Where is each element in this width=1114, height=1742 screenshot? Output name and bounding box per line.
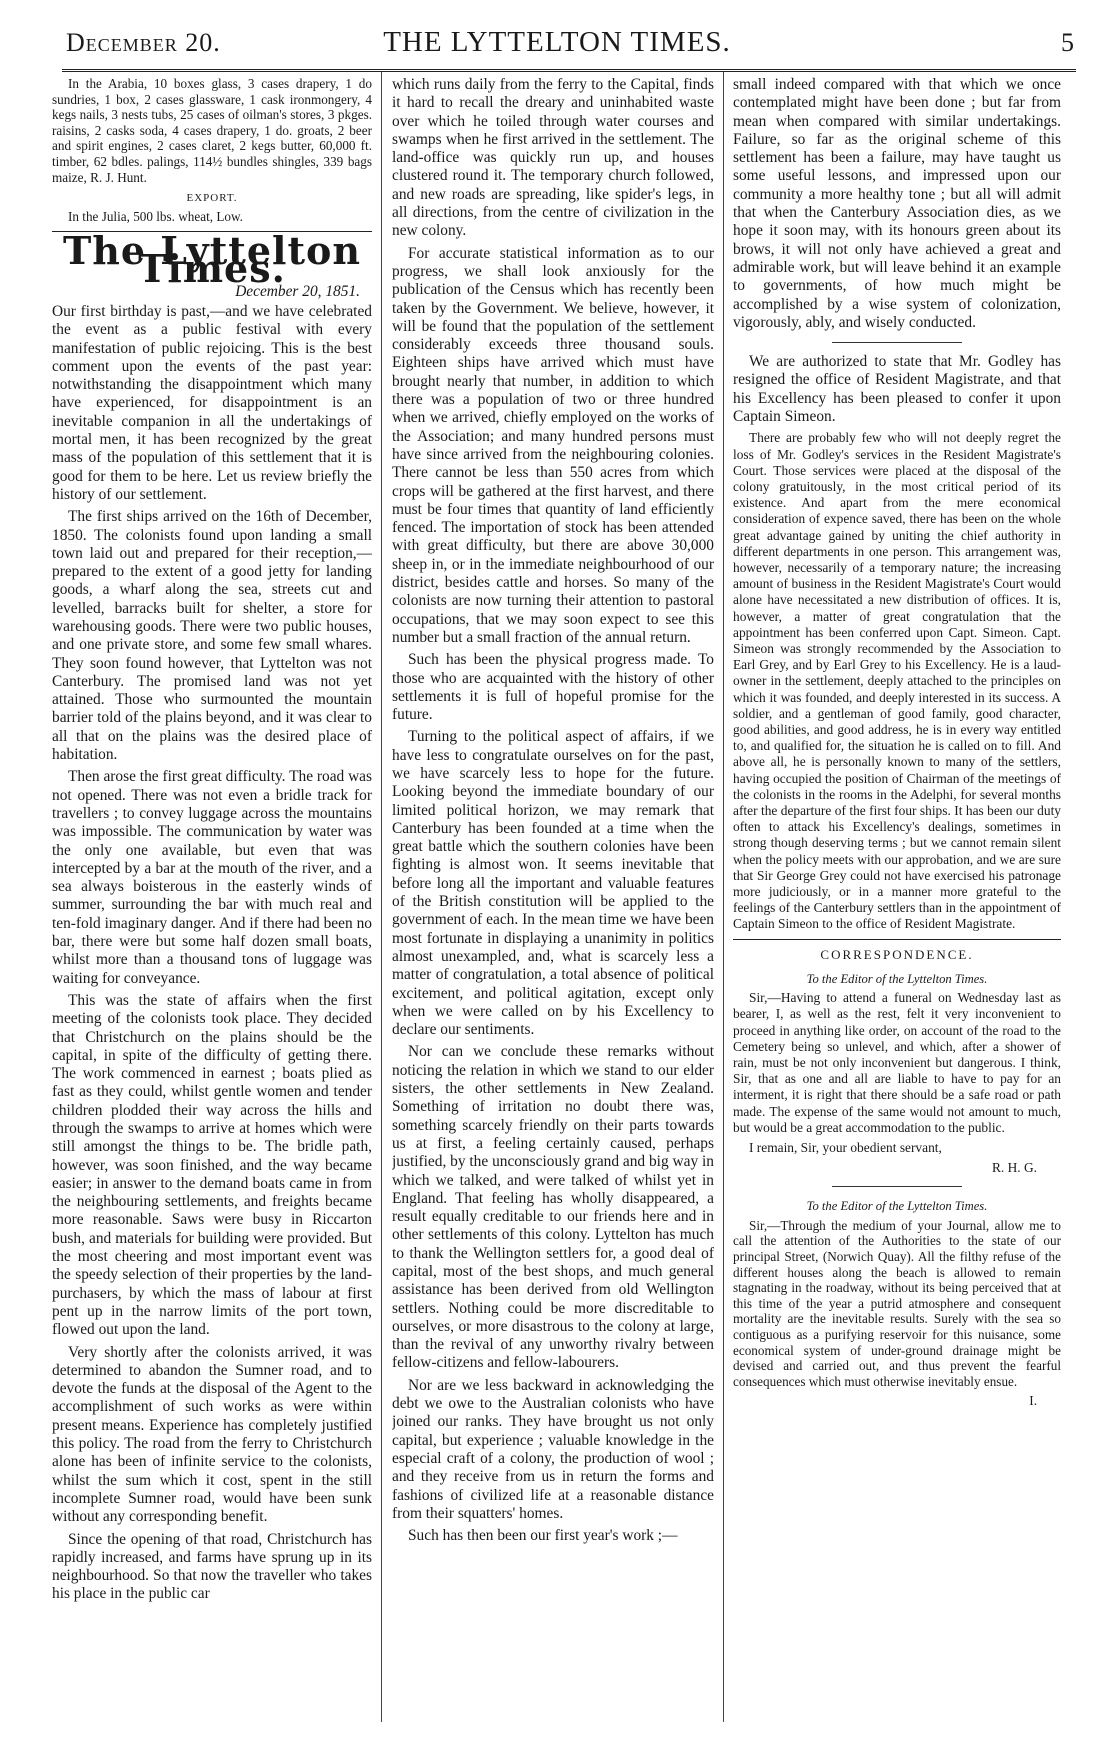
shipping-exports: In the Julia, 500 lbs. wheat, Low. <box>68 209 243 225</box>
article-paragraph: There are probably few who will not deeply regret the loss of Mr. Godley's services in the Resident Magistrate's Court. Those services were placed at the disposal of the colony gratuitously, in the most critical period of its existence. And apart from the mere economical consideration of expence saved, there has been on the whole great advantage gained by uniting the chief authority in different departments in one person. This arrangement was, however, necessarily of a temporary nature; the increasing amount of business in the Resident Magistrate's Court would alone have necessitated a new distribution of offices. It is, however, a matter of great congratulation that the appointment has been conferred upon Capt. Simeon. Capt. Simeon was strongly recommended by the Association to Earl Grey, and by Earl Grey to his Excellency. He is a laud-owner in the settlement, deeply attached to the principles on which it was founded, and deeply interested in its success. A soldier, and a gentleman of good family, good character, good abilities, and good address, he is in every way entitled to, and qualified for, the situation he is called on to fill. And above all, he is personally known to many of the settlers, having occupied the position of Chairman of the meetings of the colonists in the rooms in the Adelphi, for several months after the departure of the first four ships. It has been our duty often to attack his Excellency's dealings, sometimes in strong though deserving terms ; but we cannot remain silent when the policy meets with our approbation, and we are sure that Sir George Grey could not have exercised his patronage more judiciously, or in a manner more grateful to the feelings of the Canterbury settlers than in the appointment of Captain Simeon to the office of Resident Magistrate. <box>733 430 1061 932</box>
article-paragraph: Since the opening of that road, Christchurch has rapidly increased, and farms have sprung up in its neighbourhood. So that now the traveller who takes his place in the public car <box>52 1530 372 1603</box>
letter-body: Sir,—Through the medium of your Journal, allow me to call the attention of the Authorities to the state of our principal Street, (Norwich Quay). All the filthy refuse of the different houses along the beach is allowed to remain stagnating in the roadway, without its being perceived that at this time of the year a putrid atmosphere and consequent mortality are the inevitable results. Surely with the sea so contiguous as a purifying reservoir for this nuisance, some economical system of under-ground drainage might be devised and carried out, and thus prevent the fearful consequences which must otherwise inevitably ensue. <box>733 1217 1061 1389</box>
column-3 <box>733 76 1061 1736</box>
article-paragraph: This was the state of affairs when the first meeting of the colonists took place. They decided that Christchurch on the plains should be the capital, in spite of the difficulty of getting there. The work commenced in earnest ; boats plied as fast as they could, whilst gentle women and tender children plodded their way across the hills and through the swamps to arrive at homes which were still amongst the things to be. The bridle path, however, was soon finished, and the way became easier; in answer to the demand boats came in from the neighbouring settlements, and freights became more reasonable. Saws were busy in Riccarton bush, and materials for building were provided. But the most cheering and most important event was the speedy selection of their properties by the land-purchasers, by which the mass of labour at first pent up in the narrow limits of the port town, flowed out upon the land. <box>52 991 372 1339</box>
article-paragraph: Very shortly after the colonists arrived, it was determined to abandon the Sumner road, and to devote the funds at the disposal of the Agent to the accomplishment of such works as were within present means. Experience has completely justified this policy. The road from the ferry to Christchurch alone has been of infinite service to the colonists, whilst the sum which it cost, spent in the still incomplete Sumner road, would have been sunk without any corresponding benefit. <box>52 1343 372 1526</box>
announcement-paragraph: We are authorized to state that Mr. Godley has resigned the office of Resident Magistrate, and that his Excellency has been pleased to confer it upon Captain Simeon. <box>733 353 1061 426</box>
editorial-dateline: December 20, 1851. <box>235 282 360 300</box>
article-rule <box>832 342 962 343</box>
article-paragraph: Nor can we conclude these remarks without noticing the relation in which we stand to our elder sisters, the other settlements in New Zealand. Something of irritation no doubt there was, something scarcely friendly on their parts towards us at first, a feeling certainly caused, perhaps justified, by the unconsciously grand and big way in which we talked, and were talked of whilst yet in England. That feeling has wholly disappeared, a result equally creditable to our friends here and in other settlements of this colony. Lyttelton has much to thank the Wellington settlers for, a good deal of capital, most of the best shops, and much general assistance has been derived from old Wellington settlers. Nothing could be more discreditable to ourselves, or more disastrous to the colony at large, than the revival of any unworthy rivalry between fellow-citizens and fellow-labourers. <box>392 1043 714 1372</box>
letter-closing: I remain, Sir, your obedient servant, <box>749 1140 942 1156</box>
section-rule <box>733 939 1061 940</box>
article-paragraph: Our first birthday is past,—and we have celebrated the event as a public festival with every manifestation of public rejoicing. This is the best comment upon the events of the past year: notwithstanding the disappointment which many have experienced, for disappointment is an inevitable companion in all the undertakings of mortal men, it has been recognized by the great mass of the population of this settlement that it is good for them to be here. Let us review briefly the history of our settlement. <box>52 302 372 503</box>
column-divider <box>381 72 382 1722</box>
export-label: EXPORT. <box>186 192 238 205</box>
letter-signature: R. H. G. <box>991 1160 1037 1176</box>
article-paragraph: which runs daily from the ferry to the Capital, finds it hard to recall the dreary and uninhabited waste over which he toiled through water courses and swamps when he first arrived in the settlement. The land-office was quickly run up, and houses clustered round it. The temporary church followed, and new roads are spreading, like spider's legs, in all directions, from the centre of civilization in the new colony. <box>392 76 714 240</box>
article-paragraph: Then arose the first great difficulty. The road was not opened. There was not even a bridle track for travellers ; to convey luggage across the mountains was impossible. The communication by water was the only one available, but even that was intercepted by a bar at the mouth of the river, and a sea always boisterous in the easterly winds of summer, surrounding the bar with much real and ten-fold imaginary danger. And if there had been no bar, there were but some half dozen small boats, whilst more than a thousand tons of luggage was waiting for conveyance. <box>52 768 372 987</box>
article-paragraph: Nor are we less backward in acknowledging the debt we owe to the Australian colonists who have joined our ranks. They have brought us not only capital, but experience ; valuable knowledge in the especial craft of a colony, the production of wool ; and they receive from us in return the forms and fashions of civilized life at a reasonable distance from their squatters' homes. <box>392 1376 714 1522</box>
article-paragraph: The first ships arrived on the 16th of December, 1850. The colonists found upon landing a small town laid out and prepared for their reception,—prepared to the extent of a good jetty for landing goods, a wharf along the sea, streets cut and levelled, barracks built for shelter, a store for warehousing goods. There were two public houses, and one private store, and some few small whares. They soon found however, that Lyttelton was not Canterbury. The promised land was not yet attained. Those who surmounted the mountain barrier told of the plains beyond, and it was clear to all that on the plains was the desired place of habitation. <box>52 508 372 764</box>
article-paragraph: Such has been the physical progress made. To those who are acquainted with the history of other settlements it is full of hopeful promise for the future. <box>392 651 714 724</box>
article-paragraph: small indeed compared with that which we once contemplated might have been done ; but far from mean when compared with similar undertakings. Failure, so far as the original scheme of this settlement has been a failure, may have taught us some useful lessons, and impressed upon our community a more healthy tone ; but all will admit that when the Canterbury Association dies, as we hope it soon may, with its honours green about its brows, it will not only have achieved a great and admirable work, but will leave behind it an example to governments, of how much might be accomplished by a wise system of colonization, vigorously, ably, and wisely conducted. <box>733 76 1061 331</box>
letter-body: Sir,—Having to attend a funeral on Wednesday last as bearer, I, as well as the rest, felt it very inconvenient to proceed in anything like order, on account of the road to the Cemetery being so unlevel, and which, after a shower of rain, must be not only inconvenient but dangerous. I think, Sir, that as one and all are liable to have to pay for an interment, it is right that there should be a safe road or path made. The expense of the same would not amount to much, but would be a great accommodation to the public. <box>733 990 1061 1135</box>
page-number: 5 <box>1061 28 1074 57</box>
page-header <box>0 0 1114 58</box>
shipping-imports: In the Arabia, 10 boxes glass, 3 cases drapery, 1 do sundries, 1 box, 2 cases glassware, 1 cask ironmongery, 4 kegs nails, 3 nests tubs, 25 cases of oilman's stores, 3 pkges. raisins, 2 casks soda, 4 cases drapery, 1 do. groats, 2 beer and spirit engines, 2 cases claret, 2 kegs butter, 60,000 ft. timber, 62 bdles. palings, 114½ bundles shingles, 339 bags maize, R. J. Hunt. <box>52 76 372 185</box>
newspaper-title: THE LYTTELTON TIMES. <box>383 26 731 58</box>
letter-rule <box>832 1186 962 1187</box>
editorial-masthead: The Lyttelton Times. <box>63 228 361 292</box>
header-rule <box>62 69 1076 72</box>
article-paragraph: Such has then been our first year's work ;— <box>408 1527 678 1545</box>
header-date: December 20. <box>66 28 221 57</box>
letter-signature: I. <box>1029 1393 1037 1409</box>
correspondence-heading: CORRESPONDENCE. <box>820 946 974 962</box>
article-paragraph: Turning to the political aspect of affairs, if we have less to congratulate ourselves on for the past, we have scarcely less to hope for the future. Looking beyond the immediate boundary of our limited political horizon, we may remark that Canterbury has been founded at a time when the great battle which the southern colonies have been fighting is almost won. It seems inevitable that before long all the important and valuable features of the British constitution will be applied to the government of each. In the mean time we have been most fortunate in displaying a unanimity in politics almost unexampled, and, what is scarcely less a matter of congratulation, a total absence of political excitement, and political agitation, except only when we were called on by his Excellency to declare our sentiments. <box>392 728 714 1039</box>
letter-address: To the Editor of the Lyttelton Times. <box>806 971 988 986</box>
article-paragraph: For accurate statistical information as to our progress, we shall look anxiously for the publication of the Census which has recently been taken by the Government. We believe, however, it will be found that the population of the settlement considerably exceeds three thousand souls. Eighteen ships have arrived which must have brought nearly that number, in addition to which there was a population of two or three hundred when we arrived, chiefly employed on the works of the Association; and many hundred persons must have since arrived from the neighbouring colonies. There cannot be less than 550 acres from which crops will be gathered at the first harvest, and there must be four times that quantity of land efficiently fenced. The importation of stock has been attended with great difficulty, but there are above 30,000 sheep in, or in the immediate neighbourhood of our district, besides cattle and horses. So many of the colonists are now turning their attention to pastoral occupations, that we may soon expect to see this number but a small fraction of the annual return. <box>392 244 714 646</box>
column-1 <box>52 76 372 1736</box>
column-divider <box>723 72 724 1722</box>
letter-address: To the Editor of the Lyttelton Times. <box>806 1199 988 1214</box>
column-2 <box>392 76 714 1736</box>
